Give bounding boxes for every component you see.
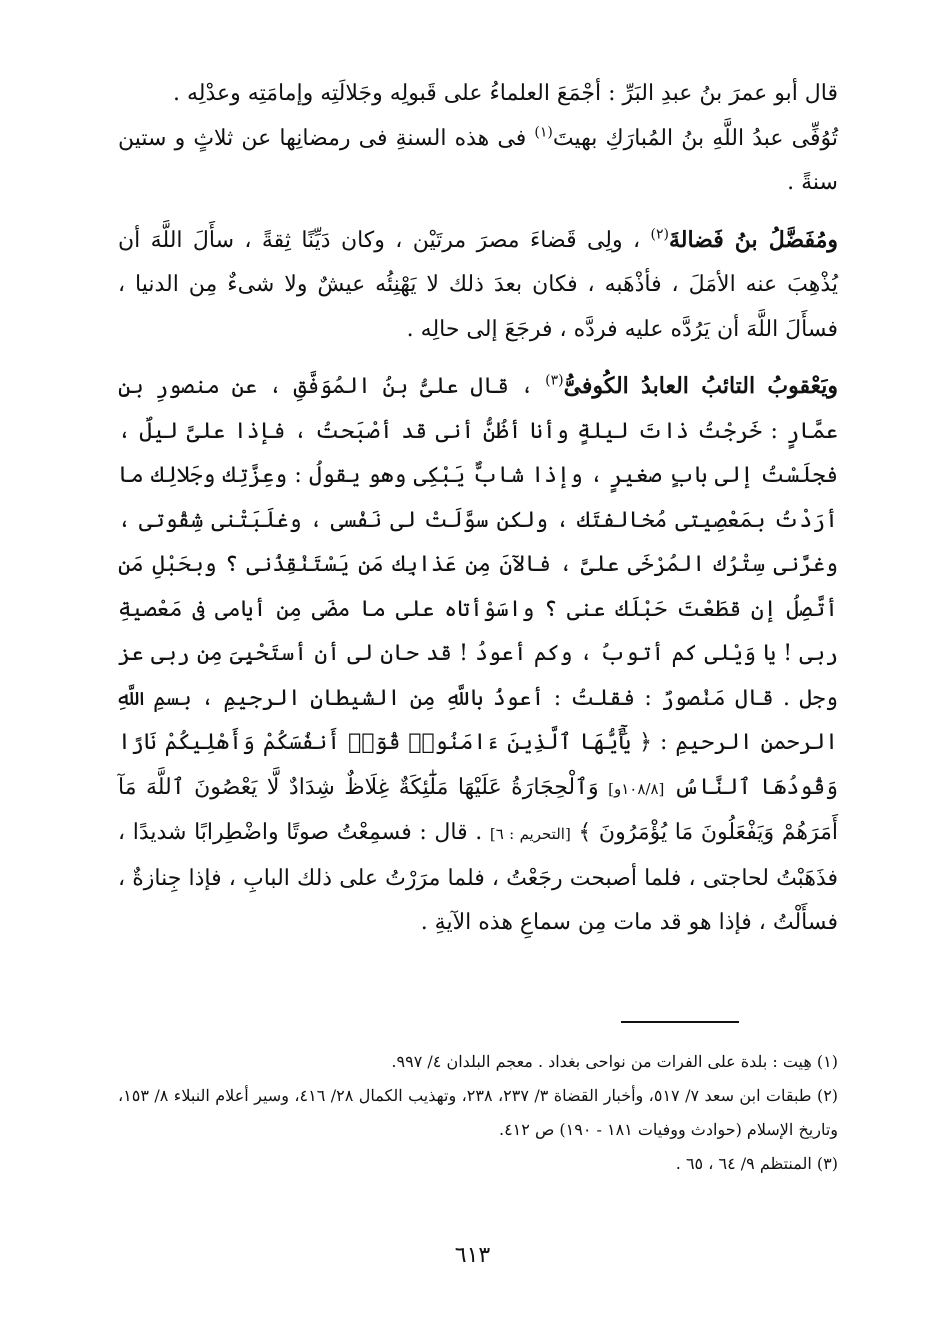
entry-name-yaqub: ويَعْقوبُ التائبُ العابدُ الكُوفىُّ xyxy=(563,373,838,399)
entry-name-mufaddal: ومُفَضَّلُ بنُ فَضالةَ xyxy=(668,226,838,253)
paragraph-1: قال أبو عمرَ بنُ عبدِ البَرِّ : أجْمَعَ العلماءُ على قَبولِه وجَلالَتِه وإمامَتِه وعدْلِه . xyxy=(173,81,838,106)
footnote-ref-2[interactable]: (٢) xyxy=(650,226,669,243)
footnote-2: (٢) طبقات ابن سعد ٧/ ٥١٧، وأخبار القضاة ٣/ ٢٣٧، ٢٣٨، وتهذيب الكمال ٢٨/ ٤١٦، وسير أعلام النبلاء ٨/ ١٥٣، وتاريخ الإسلام (حوادث ووفيات ١٨١ - ١٩٠) ص ٤١٢. xyxy=(118,1086,839,1139)
footnote-ref-1[interactable]: (١) xyxy=(534,124,553,141)
footnote-1: (١) هِيت : بلدة على الفرات من نواحى بغداد . معجم البلدان ٤/ ٩٩٧. xyxy=(391,1052,838,1071)
paragraph-4-text-b: وَٱلْحِجَارَةُ عَلَيْهَا مَلَٰٓئِكَةٌ غِلَاظٌ شِدَادٌ لَّا يَعْصُونَ ٱللَّهَ مَآ أَمَرَهُمْ وَيَفْعَلُونَ مَا يُؤْمَرُونَ ﴾ xyxy=(118,774,838,845)
main-text xyxy=(118,72,838,946)
paragraph-2-text-b: فى هذه السنةِ فى رمضانِها عن ثلاثٍ و ستين سنةً . xyxy=(118,125,838,195)
footnote-3: (٣) المنتظم ٩/ ٦٤ ، ٦٥ . xyxy=(675,1154,838,1173)
page-number: ٦١٣ xyxy=(454,1243,491,1268)
paragraph-3-text: ، ولِى قَضاءَ مصرَ مرتَيْن ، وكان دَيِّنًا ثِقةً ، سأَلَ اللَّهَ أن يُذْهِبَ عنه الأمَلَ ، فأذْهَبه ، فكان بعدَ ذلك لا يَهْنِئُه عيشٌ ولا شىءٌ مِن الدنيا ، فسأَلَ اللَّهَ أن يَرُدَّه عليه فردَّه ، فرجَعَ إلى حالِه . xyxy=(118,227,838,342)
paragraph-4-text-a: ، قال علىُّ بنُ المُوَفَّقِ ، عن منصورِ بنِ عمَّارٍ : خَرجْتُ ذاتَ ليلةٍ وأنا أظُنُّ أنى قد أصْبَحتُ ، فإذا علىَّ ليلٌ ، فجلَسْتُ إلى بابٍ صغيرٍ ، وإذا شابٌّ يَبْكِى وهو يقولُ : وعِزَّتِك وجَلالِك ما أرَدْتُ بمَعْصِيتى مُخالفتَك ، ولكن سوَّلَتْ لى نَفْسى ، وغلَبَتْنى شِقْوتى ، وغرَّنى سِتْرُك المُرْخَى علىَّ ، فالآنَ مِن عَذابِك مَن يَسْتَنْقِذُنى ؟ وبحَبْلِ مَن أتَّصِلُ إن قطَعْتَ حَبْلَك عنى ؟ واسَوْأتاه على ما مضَى مِن أيامى فى مَعْصيةِ ربى ! يا وَيْلى كم أتوبُ ، وكم أعودُ ! قد حان لى أن أستَحْيِىَ مِن ربى عز وجل . قال مَنْصورٌ : فقلتُ : أعوذُ باللَّهِ مِن الشيطانِ الرجيمِ ، بسمِ اللَّهِ الرحمنِ الرحيمِ : ﴿ يَٰٓأَيُّهَا ٱلَّذِينَ ءَامَنُوا۟ قُوٓا۟ أَنفُسَكُمْ وَأَهْلِيكُمْ نَارًا وَقُودُهَا ٱلنَّاسُ xyxy=(118,374,838,800)
paragraph-2 xyxy=(118,117,838,206)
manuscript-folio-ref: [١٠٨/٨و] xyxy=(608,779,665,798)
footnote-ref-3[interactable]: (٣) xyxy=(545,372,564,389)
paragraph-4-text-c: . قال : فسمِعْتُ صوتًا واضْطِرابًا شديدًا ، فذَهَبْتُ لحاجتى ، فلما أصبحت رجَعْتُ ، فلما مرَرْتُ على ذلك البابِ ، فإذا جِنازةٌ ، فسأَلْتُ ، فإذا هو قد مات مِن سماعِ هذه الآيةِ . xyxy=(118,820,838,935)
paragraph-3 xyxy=(118,218,838,353)
surah-ref: [التحريم : ٦] xyxy=(489,825,571,843)
footnote-divider xyxy=(621,1021,739,1023)
paragraph-4 xyxy=(118,364,838,946)
footnotes xyxy=(118,1045,838,1181)
paragraph-2-text-a: تُوُفِّى عبدُ اللَّهِ بنُ المُبارَكِ بهيتَ xyxy=(552,125,838,151)
